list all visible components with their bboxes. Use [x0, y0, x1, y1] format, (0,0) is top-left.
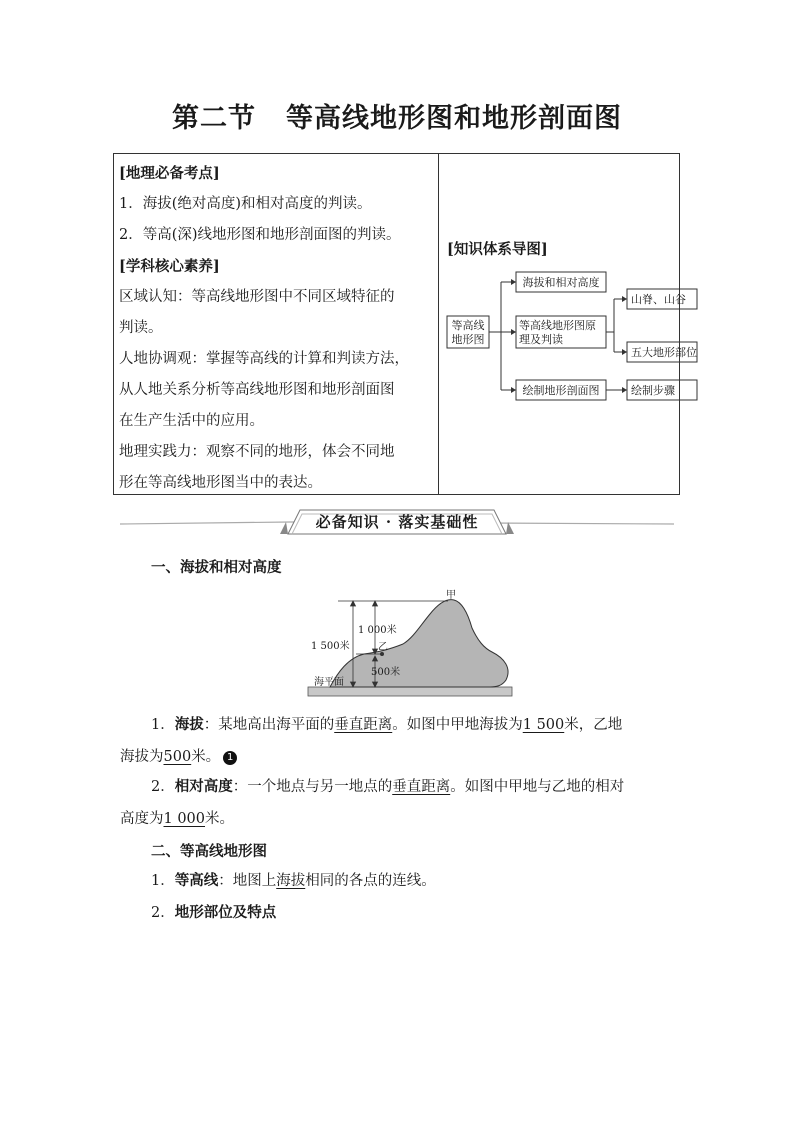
key-line-7: 人地协调观：掌握等高线的计算和判读方法，: [119, 351, 409, 367]
node-principle-line-2: 理及判读: [519, 333, 563, 346]
altitude-low-label: 500米: [371, 667, 401, 678]
section2-heading: 二、等高线地形图: [151, 843, 267, 860]
section1-heading: 一、海拔和相对高度: [151, 559, 282, 576]
key-line-5: 区域认知：等高线地形图中不同区域特征的: [119, 289, 395, 305]
key-points-cell: [114, 154, 439, 494]
answer-altitude-high: 1 500: [522, 717, 565, 733]
node-root-line-2: 地形图: [451, 333, 485, 346]
section-name: 等高线地形图和地形剖面图: [286, 103, 622, 134]
knowledge-map-title: [知识体系导图]: [447, 241, 548, 258]
footnote-ref-1[interactable]: 1: [223, 751, 237, 765]
overview-table: [113, 153, 697, 495]
answer-altitude-low: 500: [163, 749, 192, 765]
node-ridge: 山脊、山谷: [631, 293, 686, 306]
node-altitude: 海拔和相对高度: [522, 276, 600, 289]
sea-level-label: 海平面: [314, 677, 344, 688]
connector-root: [489, 282, 516, 390]
key-line-4: [学科核心素养]: [119, 258, 220, 275]
altitude-high-label: 1 500米: [311, 641, 350, 652]
key-line-9: 在生产生活中的应用。: [119, 413, 264, 429]
answer-vertical-distance-2: 垂直距离: [392, 779, 451, 795]
mountain-silhouette: [330, 600, 508, 687]
knowledge-map-cell: [439, 154, 697, 494]
knowledge-map-diagram: [439, 154, 697, 496]
node-steps: 绘制步骤: [631, 384, 675, 397]
point-label: 乙: [378, 642, 388, 653]
page-title: [0, 96, 794, 135]
node-principle-line-1: 等高线地形图原: [519, 319, 596, 332]
key-line-11: 形在等高线地形图当中的表达。: [119, 475, 322, 491]
key-line-1: [地理必备考点]: [119, 165, 220, 182]
term-altitude: 海拔: [174, 716, 204, 733]
key-line-8: 从人地关系分析等高线地形图和地形剖面图: [119, 382, 395, 398]
sea-level-band: [308, 687, 512, 696]
answer-altitude: 海拔: [276, 873, 306, 889]
node-root-line-1: 等高线: [451, 319, 485, 332]
term-contour-line: 等高线: [174, 872, 219, 889]
term-relative-height: 相对高度: [174, 778, 233, 795]
relative-height-label: 1 000米: [358, 625, 397, 636]
contour-paragraph: 1．等高线：地图上海拔相同的各点的连线。 2．地形部位及特点: [151, 872, 436, 921]
node-terrain: 五大地形部位: [631, 346, 697, 359]
key-line-10: 地理实践力：观察不同的地形，体会不同地: [119, 444, 395, 460]
section-banner: [120, 507, 674, 535]
altitude-paragraph: 1．海拔：某地高出海平面的垂直距离。如图中甲地海拔为1 500米，乙地 海拔为500米。 1: [120, 716, 623, 765]
relative-height-paragraph: 2．相对高度：一个地点与另一地点的垂直距离。如图中甲地与乙地的相对 高度为1 000米。: [120, 778, 625, 827]
key-line-3: 2．等高(深)线地形图和地形剖面图的判读。: [119, 227, 401, 243]
answer-vertical-distance: 垂直距离: [334, 717, 393, 733]
node-profile: 绘制地形剖面图: [522, 384, 600, 397]
section-number: 第二节: [172, 103, 256, 134]
key-line-2: 1．海拔(绝对高度)和相对高度的判读。: [119, 196, 372, 212]
answer-relative-height: 1 000: [163, 811, 206, 827]
section-banner-title: 必备知识 · 落实基础性: [315, 513, 479, 531]
term-terrain-parts: 地形部位及特点: [174, 904, 277, 921]
key-line-6: 判读。: [119, 320, 163, 336]
altitude-figure: [308, 586, 514, 702]
peak-label: 甲: [446, 590, 456, 601]
connector-branches: [606, 299, 627, 390]
